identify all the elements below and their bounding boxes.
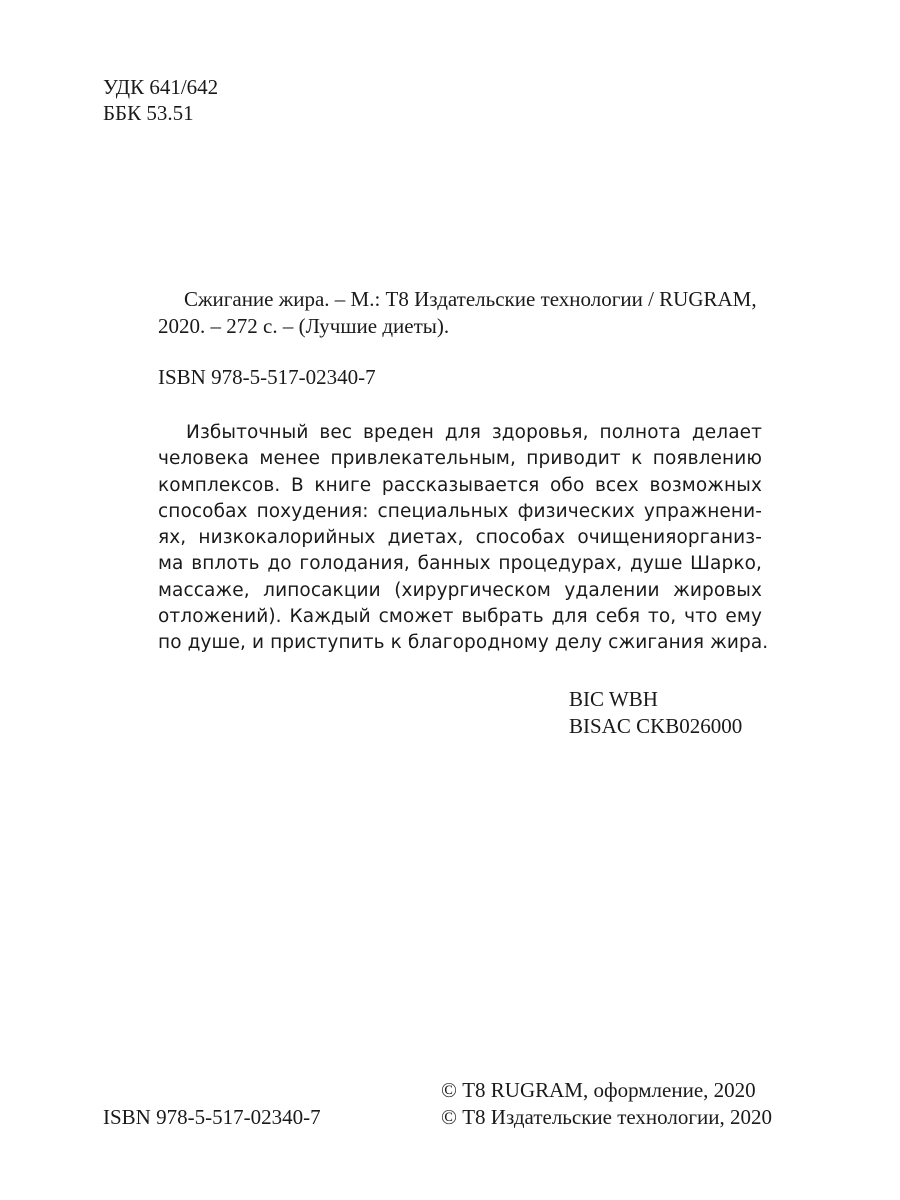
annotation-line: способах похудения: специальных физических упражнени- [158, 500, 762, 522]
bic-code: BIC WBH [569, 687, 658, 711]
annotation-line: Избыточный вес вреден для здоровья, полнота делает [186, 422, 762, 443]
annotation-line: массаже, липосакции (хирургическом удалении жировых [158, 579, 762, 601]
bibliographic-record [158, 286, 764, 340]
annotation-line: ма вплоть до голодания, банных процедурах, душе Шарко, [158, 553, 762, 575]
bisac-code: BISAC CKB026000 [569, 714, 743, 738]
isbn-number: ISBN 978-5-517-02340-7 [158, 365, 376, 389]
annotation-line: по душе, и приступить к благородному делу сжигания жира. [158, 632, 769, 654]
annotation-line: человека менее привлекательным, приводит к появлению [158, 448, 762, 470]
udk-code: УДК 641/642 [103, 75, 219, 99]
copyright-line-2: © Т8 Издательские технологии, 2020 [441, 1105, 772, 1129]
bbk-code: ББК 53.51 [103, 101, 194, 125]
classification-block [103, 74, 218, 126]
bibliographic-line-2: 2020. – 272 с. – (Лучшие диеты). [158, 314, 450, 338]
annotation-line: ях, низкокалорийных диетах, способах очищенияорганиз- [158, 527, 762, 549]
subject-codes [569, 686, 742, 740]
book-annotation [158, 420, 769, 657]
footer-isbn: ISBN 978-5-517-02340-7 [103, 1105, 321, 1129]
copyright-notice [441, 1077, 772, 1131]
bibliographic-line-1: Сжигание жира. – М.: Т8 Издательские технологии / RUGRAM, [184, 287, 757, 311]
copyright-line-1: © Т8 RUGRAM, оформление, 2020 [441, 1078, 756, 1102]
annotation-line: отложений). Каждый сможет выбрать для себя то, что ему [158, 606, 762, 628]
annotation-line: комплексов. В книге рассказывается обо всех возможных [158, 474, 762, 496]
